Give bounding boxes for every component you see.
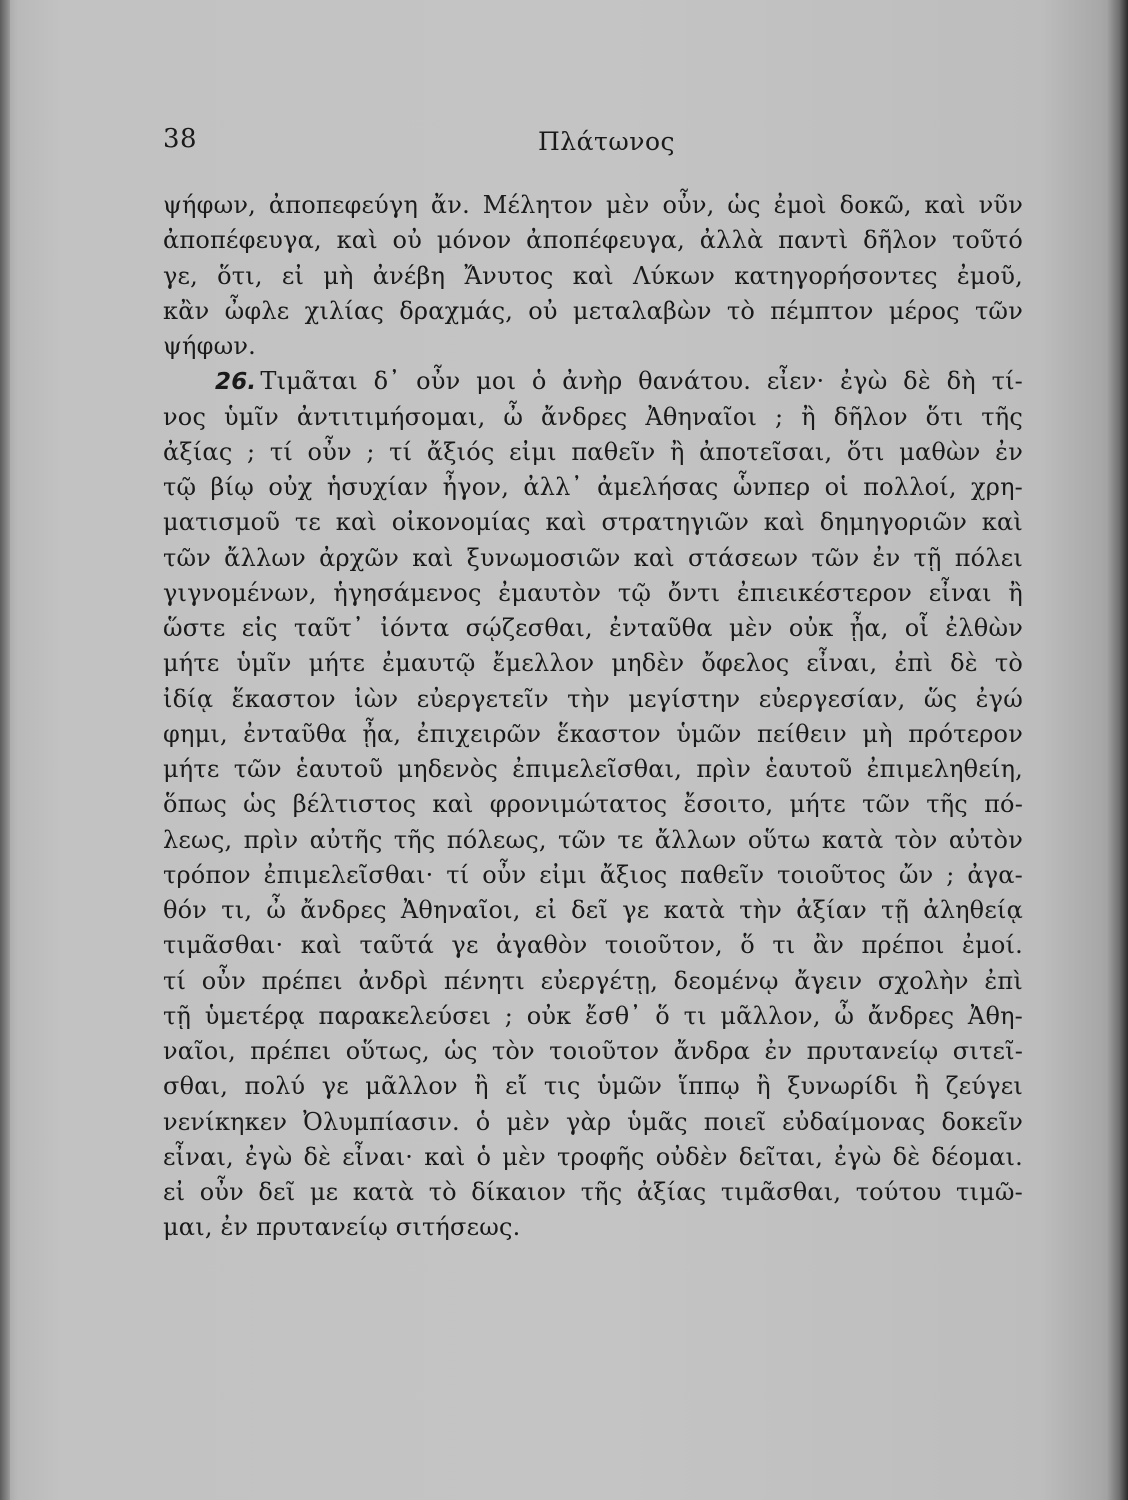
page-edge-shadow xyxy=(1106,0,1128,1500)
section-number: 26. xyxy=(215,369,257,396)
text-line: λεως, πρὶν αὐτῆς τῆς πόλεως, τῶν τε ἄλλων οὕτω κατὰ τὸν αὐτὸν xyxy=(163,825,1023,854)
text-line: ἀποπέφευγα, καὶ οὐ μόνον ἀποπέφευγα, ἀλλὰ παντὶ δῆλον τοῦτό xyxy=(163,226,1023,255)
page-number: 38 xyxy=(163,124,198,154)
text-line: νος ὑμῖν ἀντιτιμήσομαι, ὦ ἄνδρες Ἀθηναῖοι ; ἢ δῆλον ὅτι τῆς xyxy=(163,402,1023,431)
text-line: ἰδίᾳ ἕκαστον ἰὼν εὐεργετεῖν τὴν μεγίστην εὐεργεσίαν, ὥς ἐγώ xyxy=(163,684,1023,713)
text-line: τί οὖν πρέπει ἀνδρὶ πένητι εὐεργέτῃ, δεομένῳ ἄγειν σχολὴν ἐπὶ xyxy=(163,966,1023,995)
text-line: γιγνομένων, ἡγησάμενος ἐμαυτὸν τῷ ὄντι ἐπιεικέστερον εἶναι ἢ xyxy=(163,578,1023,607)
text-line: ὥστε εἰς ταῦτ᾽ ἰόντα σῴζεσθαι, ἐνταῦθα μὲν οὐκ ᾖα, οἷ ἐλθὼν xyxy=(163,614,1023,642)
text-line: Τιμᾶται δ᾽ οὖν μοι ὁ ἀνὴρ θανάτου. εἶεν· ἐγὼ δὲ δὴ τί- xyxy=(260,367,1023,396)
text-line: ἀξίας ; τί οὖν ; τί ἄξιός εἰμι παθεῖν ἢ ἀποτεῖσαι, ὅτι μαθὼν ἐν xyxy=(163,437,1023,466)
text-line: εἰ οὖν δεῖ με κατὰ τὸ δίκαιον τῆς ἀξίας τιμᾶσθαι, τούτου τιμῶ- xyxy=(163,1178,1023,1206)
text-line: ματισμοῦ τε καὶ οἰκονομίας καὶ στρατηγιῶν καὶ δημηγοριῶν καὶ xyxy=(163,508,1023,537)
text-line: κἂν ὦφλε χιλίας δραχμάς, οὐ μεταλαβὼν τὸ πέμπτον μέρος τῶν xyxy=(163,296,1023,325)
text-line: τῷ βίῳ οὐχ ἡσυχίαν ἦγον, ἀλλ᾽ ἀμελήσας ὧνπερ οἱ πολλοί, χρη- xyxy=(163,473,1023,501)
body-text xyxy=(163,188,1023,1246)
text-line: μήτε ὑμῖν μήτε ἐμαυτῷ ἔμελλον μηδὲν ὄφελος εἶναι, ἐπὶ δὲ τὸ xyxy=(163,649,1023,678)
section-26-line xyxy=(163,364,1023,399)
text-line: γε, ὅτι, εἰ μὴ ἀνέβη Ἄνυτος καὶ Λύκων κατηγορήσοντες ἐμοῦ, xyxy=(163,261,1023,290)
text-line: σθαι, πολύ γε μᾶλλον ἢ εἴ τις ὑμῶν ἵππῳ ἢ ξυνωρίδι ἢ ζεύγει xyxy=(163,1072,1023,1101)
text-line: μαι, ἐν πρυτανείῳ σιτήσεως. xyxy=(163,1213,521,1242)
text-line: μήτε τῶν ἑαυτοῦ μηδενὸς ἐπιμελεῖσθαι, πρὶν ἑαυτοῦ ἐπιμεληθείη, xyxy=(163,755,1023,783)
text-line: τρόπον ἐπιμελεῖσθαι· τί οὖν εἰμι ἄξιος παθεῖν τοιοῦτος ὤν ; ἀγα- xyxy=(163,860,1023,889)
text-line: τιμᾶσθαι· καὶ ταῦτά γε ἀγαθὸν τοιοῦτον, ὅ τι ἂν πρέποι ἐμοί. xyxy=(163,931,1023,960)
text-line: ψήφων. xyxy=(163,332,256,360)
page-gutter-shadow xyxy=(0,0,10,1500)
text-line: ναῖοι, πρέπει οὕτως, ὡς τὸν τοιοῦτον ἄνδρα ἐν πρυτανείῳ σιτεῖ- xyxy=(163,1037,1023,1065)
text-line: θόν τι, ὦ ἄνδρες Ἀθηναῖοι, εἰ δεῖ γε κατὰ τὴν ἀξίαν τῇ ἀληθείᾳ xyxy=(163,896,1023,924)
text-line: νενίκηκεν Ὀλυμπίασιν. ὁ μὲν γὰρ ὑμᾶς ποιεῖ εὐδαίμονας δοκεῖν xyxy=(163,1107,1023,1136)
running-head: Πλάτωνος xyxy=(538,127,675,156)
text-line: φημι, ἐνταῦθα ᾖα, ἐπιχειρῶν ἕκαστον ὑμῶν πείθειν μὴ πρότερον xyxy=(163,719,1023,748)
text-line: τῶν ἄλλων ἀρχῶν καὶ ξυνωμοσιῶν καὶ στάσεων τῶν ἐν τῇ πόλει xyxy=(163,543,1023,572)
text-line: ὅπως ὡς βέλτιστος καὶ φρονιμώτατος ἔσοιτο, μήτε τῶν τῆς πό- xyxy=(163,790,1023,819)
text-line: ψήφων, ἀποπεφεύγη ἄν. Μέλητον μὲν οὖν, ὡς ἐμοὶ δοκῶ, καὶ νῦν xyxy=(163,191,1023,219)
text-line: εἶναι, ἐγὼ δὲ εἶναι· καὶ ὁ μὲν τροφῆς οὐδὲν δεῖται, ἐγὼ δὲ δέομαι. xyxy=(163,1142,1023,1171)
text-line: τῇ ὑμετέρᾳ παρακελεύσει ; οὐκ ἔσθ᾽ ὅ τι μᾶλλον, ὦ ἄνδρες Ἀθη- xyxy=(163,1001,1023,1030)
